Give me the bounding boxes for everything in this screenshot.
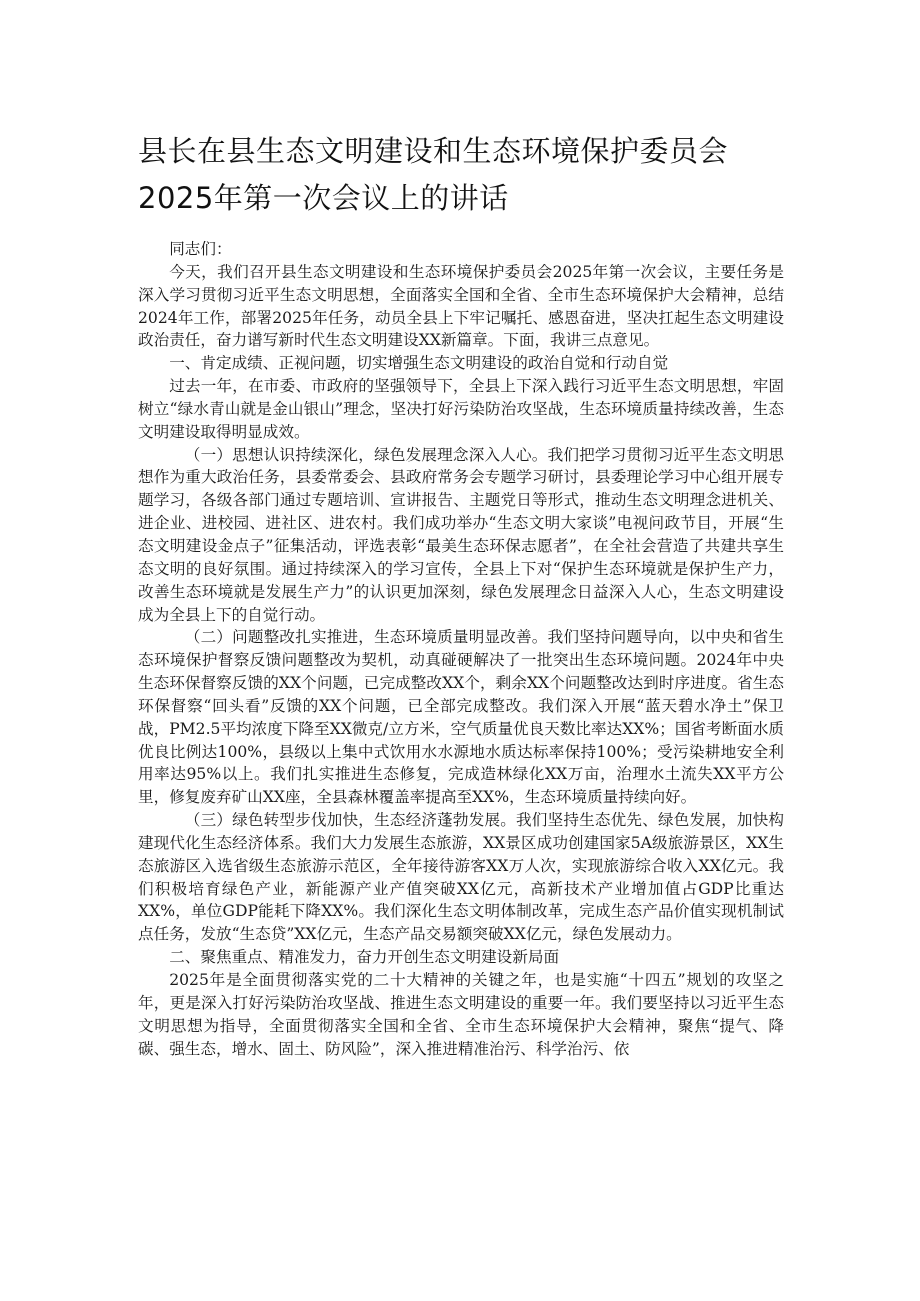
salutation: 同志们： xyxy=(169,240,232,258)
section-heading-2: 二、聚焦重点、精准发力，奋力开创生态文明建设新局面 xyxy=(169,948,560,967)
opening-paragraph: 今天，我们召开县生态文明建设和生态环境保护委员会2025年第一次会议，主要任务是深入学习贯彻习近平生态文明思想，全面落实全国和全省、全市生态环境保护大会精神，总结2024年工作，部署2025年任务，动员全县上下牢记嘱托、感恩奋进，坚决扛起生态文明建设政治责任，奋力谱写新时代生态文明建设XX新篇章。下面，我讲三点意见。 xyxy=(138,262,784,350)
subsection-paragraph-2: （二）问题整改扎实推进，生态环境质量明显改善。我们坚持问题导向，以中央和省生态环境保护督察反馈问题整改为契机，动真碰硬解决了一批突出生态环境问题。2024年中央生态环保督察反馈的XX个问题，已完成整改XX个，剩余XX个问题整改达到时序进度。省生态环保督察“回头看”反馈的XX个问题，已全部完成整改。我们深入开展“蓝天碧水净土”保卫战，PM2.5平均浓度下降至XX微克/立方米，空气质量优良天数比率达XX%；国省考断面水质优良比例达100%，县级以上集中式饮用水水源地水质达标率保持100%；受污染耕地安全利用率达95%以上。我们扎实推进生态修复，完成造林绿化XX万亩，治理水土流失XX平方公里，修复废弃矿山XX座，全县森林覆盖率提高至XX%，生态环境质量持续向好。 xyxy=(138,628,784,807)
body-paragraph: 2025年是全面贯彻落实党的二十大精神的关键之年，也是实施“十四五”规划的攻坚之年，更是深入打好污染防治攻坚战、推进生态文明建设的重要一年。我们要坚持以习近平生态文明思想为指导，全面贯彻落实全国和全省、全市生态环境保护大会精神，聚焦“提气、降碳、强生态，增水、固土、防风险”，深入推进精准治污、科学治污、依 xyxy=(138,971,784,1058)
document-title: 县长在县生态文明建设和生态环境保护委员会2025年第一次会议上的讲话 xyxy=(138,134,729,215)
subsection-paragraph-3: （三）绿色转型步伐加快，生态经济蓬勃发展。我们坚持生态优先、绿色发展，加快构建现代化生态经济体系。我们大力发展生态旅游，XX景区成功创建国家5A级旅游景区，XX生态旅游区入选省级生态旅游示范区，全年接待游客XX万人次，实现旅游综合收入XX亿元。我们积极培育绿色产业，新能源产业产值突破XX亿元，高新技术产业增加值占GDP比重达XX%，单位GDP能耗下降XX%。我们深化生态文明体制改革，完成生态产品价值实现机制试点任务，发放“生态贷”XX亿元，生态产品交易额突破XX亿元，绿色发展动力。 xyxy=(138,811,784,944)
section-heading-1: 一、肯定成绩、正视问题，切实增强生态文明建设的政治自觉和行动自觉 xyxy=(169,354,669,373)
body-paragraph: 过去一年，在市委、市政府的坚强领导下，全县上下深入践行习近平生态文明思想，牢固树立“绿水青山就是金山银山”理念，坚决打好污染防治攻坚战，生态环境质量持续改善，生态文明建设取得明显成效。 xyxy=(138,377,784,441)
document-body xyxy=(138,238,784,1060)
subsection-paragraph-1: （一）思想认识持续深化，绿色发展理念深入人心。我们把学习贯彻习近平生态文明思想作为重大政治任务，县委常委会、县政府常务会专题学习研讨，县委理论学习中心组开展专题学习，各级各部门通过专题培训、宣讲报告、主题党日等形式，推动生态文明理念进机关、进企业、进校园、进社区、进农村。我们成功举办“生态文明大家谈”电视问政节目，开展“生态文明建设金点子”征集活动，评选表彰“最美生态环保志愿者”，在全社会营造了共建共享生态文明的良好氛围。通过持续深入的学习宣传，全县上下对“保护生态环境就是保护生产力，改善生态环境就是发展生产力”的认识更加深刻，绿色发展理念日益深入人心，生态文明建设成为全县上下的自觉行动。 xyxy=(138,445,784,624)
